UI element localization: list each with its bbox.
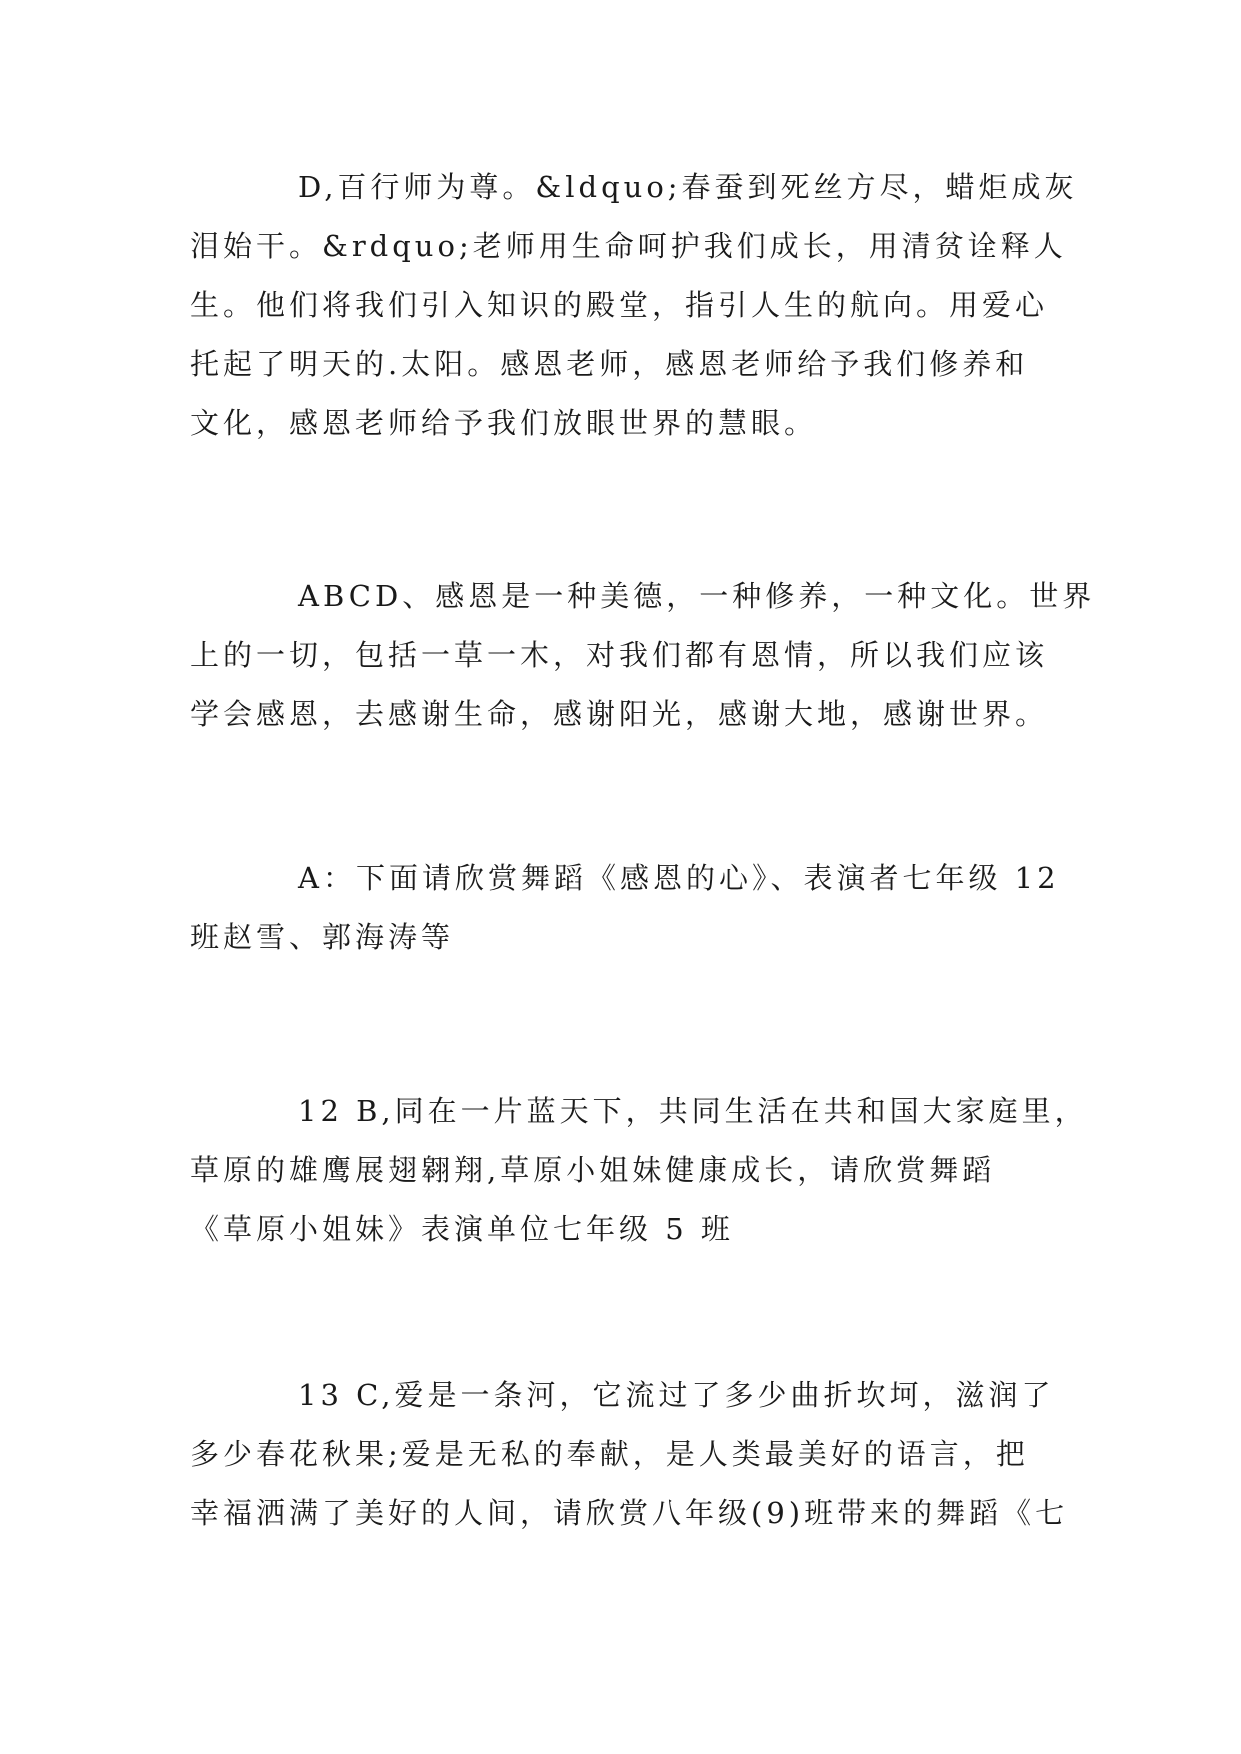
- paragraph-line: D,百行师为尊。&ldquo;春蚕到死丝方尽，蜡炬成灰: [298, 170, 1078, 204]
- paragraph-line: 托起了明天的.太阳。感恩老师，感恩老师给予我们修养和: [190, 347, 1029, 381]
- paragraph-line: A：下面请欣赏舞蹈《感恩的心》、表演者七年级 12: [298, 861, 1060, 895]
- paragraph-love-river: [190, 1366, 1069, 1543]
- paragraph-line: 《草原小姐妹》表演单位七年级 5 班: [190, 1212, 734, 1246]
- paragraph-teacher-gratitude: [190, 158, 1078, 453]
- paragraph-line: 班赵雪、郭海涛等: [190, 920, 455, 954]
- paragraph-line: 12 B,同在一片蓝天下，共同生活在共和国大家庭里，: [298, 1094, 1088, 1128]
- paragraph-line: ABCD、感恩是一种美德，一种修养，一种文化。世界: [298, 579, 1096, 613]
- paragraph-line: 生。他们将我们引入知识的殿堂，指引人生的航向。用爱心: [190, 288, 1049, 322]
- paragraph-line: 13 C,爱是一条河，它流过了多少曲折坎坷，滋润了: [298, 1378, 1055, 1412]
- paragraph-line: 文化，感恩老师给予我们放眼世界的慧眼。: [190, 406, 818, 440]
- paragraph-line: 学会感恩，去感谢生命，感谢阳光，感谢大地，感谢世界。: [190, 697, 1049, 731]
- paragraph-line: 上的一切，包括一草一木，对我们都有恩情，所以我们应该: [190, 638, 1049, 672]
- paragraph-line: 泪始干。&rdquo;老师用生命呵护我们成长，用清贫诠释人: [190, 229, 1067, 263]
- paragraph-line: 多少春花秋果;爱是无私的奉献，是人类最美好的语言，把: [190, 1437, 1029, 1471]
- paragraph-dance-grateful-heart: [190, 849, 1060, 967]
- paragraph-dance-grassland-sisters: [190, 1082, 1088, 1259]
- paragraph-gratitude-virtue: [190, 567, 1096, 744]
- paragraph-line: 草原的雄鹰展翅翱翔,草原小姐妹健康成长，请欣赏舞蹈: [190, 1153, 996, 1187]
- paragraph-line: 幸福洒满了美好的人间，请欣赏八年级(9)班带来的舞蹈《七: [190, 1496, 1069, 1530]
